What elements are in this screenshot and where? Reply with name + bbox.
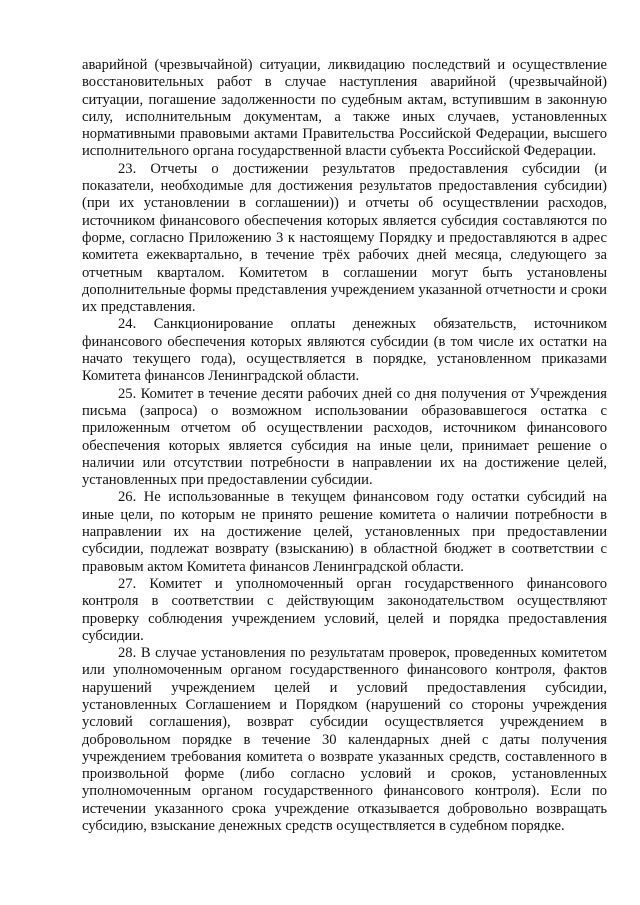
document-page bbox=[82, 57, 607, 835]
paragraph-continuation: аварийной (чрезвычайной) ситуации, ликвидацию последствий и осуществление восстановительных работ в случае наступления аварийной (чрезвычайной) ситуации, погашение задолженности по судебным актам, вступившим в законную силу, исполнительным документам, а также иных случаев, установленных нормативными правовыми актами Правительства Российской Федерации, высшего исполнительного органа государственной власти субъекта Российской Федерации. bbox=[82, 57, 607, 160]
paragraph-23-reports: 23. Отчеты о достижении результатов предоставления субсидии (и показатели, необходимые для достижения результатов предоставления субсидии) (при их установлении в соглашении)) и отчеты об осуществлении расходов, источником финансового обеспечения которых является субсидия составляются по форме, согласно Приложению 3 к настоящему Порядку и предоставляются в адрес комитета ежеквартально, в течение трёх рабочих дней месяца, следующего за отчетным кварталом. Комитетом в соглашении могут быть установлены дополнительные формы представления учреждением указанной отчетности и сроки их представления. bbox=[82, 160, 607, 316]
paragraph-26-unused-remainders: 26. Не использованные в текущем финансовом году остатки субсидий на иные цели, по которым не принято решение комитета о наличии потребности в направлении их на достижение целей, установленных при предоставлении субсидии, подлежат возврату (взысканию) в областной бюджет в соответствии с правовым актом Комитета финансов Ленинградской области. bbox=[82, 489, 607, 575]
paragraph-25-remainder-decision: 25. Комитет в течение десяти рабочих дней со дня получения от Учреждения письма (запроса) о возможном использовании образовавшегося остатка с приложенным отчетом об осуществлении расходов, источником финансового обеспечения которых является субсидия на иные цели, принимает решение о наличии или отсутствии потребности в направлении их на достижение целей, установленных при предоставлении субсидии. bbox=[82, 385, 607, 489]
paragraph-28-violations: 28. В случае установления по результатам проверок, проведенных комитетом или уполномоченным органом государственного финансового контроля, фактов нарушений учреждением целей и условий предоставления субсидии, установленных Соглашением и Порядком (нарушений со стороны учреждения условий соглашения), возврат субсидии осуществляется учреждением в добровольном порядке в течение 30 календарных дней с даты получения учреждением требования комитета о возврате указанных средств, составленного в произвольной форме (либо согласно условий и сроков, установленных уполномоченным органом государственного финансового контроля). Если по истечении указанного срока учреждение отказывается добровольно возвращать субсидию, взыскание денежных средств осуществляется в судебном порядке. bbox=[82, 645, 607, 835]
paragraph-24-authorization: 24. Санкционирование оплаты денежных обязательств, источником финансового обеспечения которых являются субсидии (в том числе их остатки на начато текущего года), осуществляется в порядке, установленном приказами Комитета финансов Ленинградской области. bbox=[82, 316, 607, 385]
paragraph-27-control: 27. Комитет и уполномоченный орган государственного финансового контроля в соответствии с действующим законодательством осуществляют проверку соблюдения учреждением условий, целей и порядка предоставления субсидии. bbox=[82, 575, 607, 644]
